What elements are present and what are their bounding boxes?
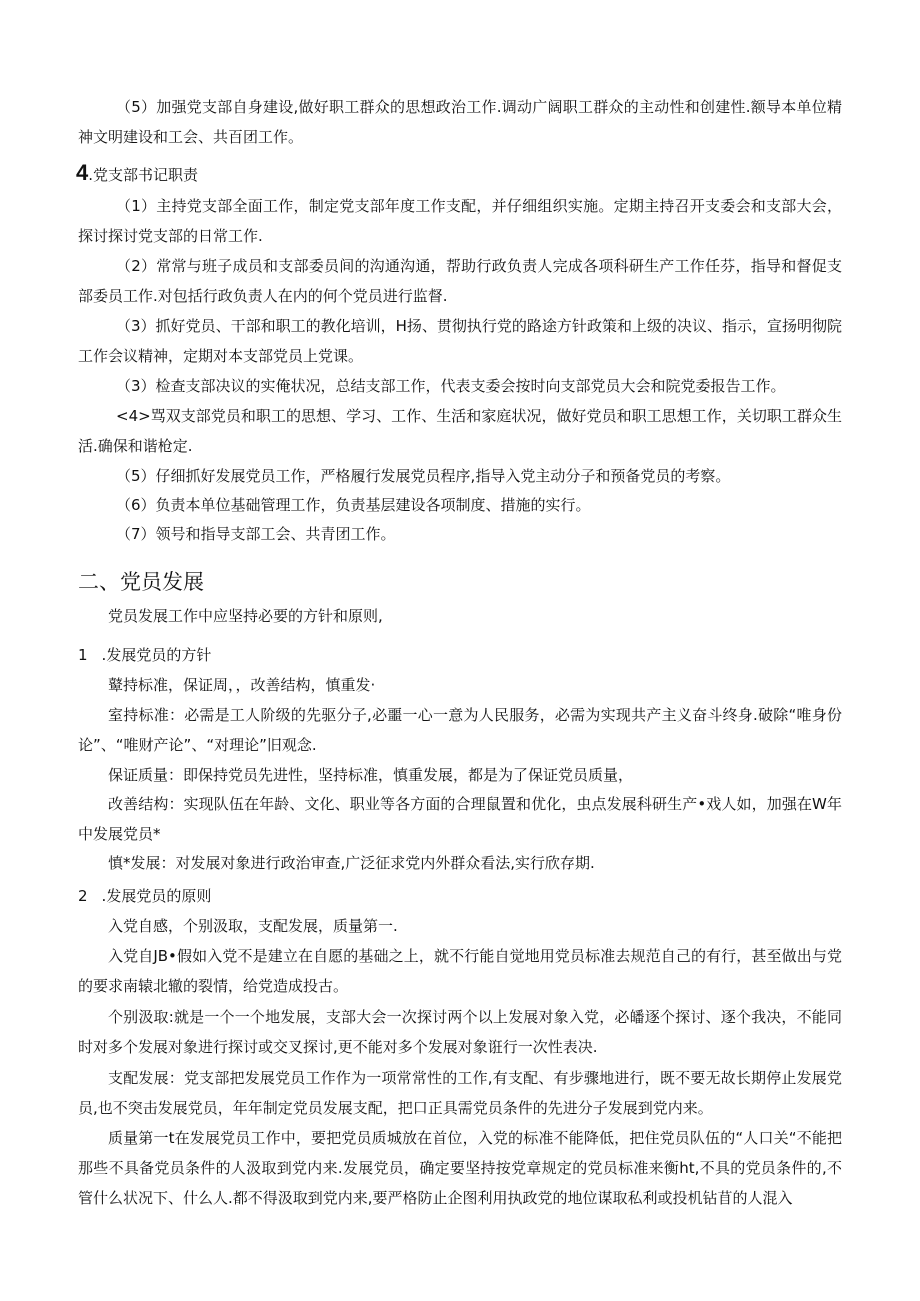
sub-number: 1 [78, 646, 88, 664]
principle-paragraph: 入党自JB•假如入党不是建立在自愿的基础之上，就不行能自觉地用党员标准去规范自己的有行，甚至做出与党的要求南辕北辙的裂情，给党造成投古。 [78, 947, 842, 995]
secretary-item: （2）常常与班子成员和支部委员间的沟通沟通，帮助行政负责人完成各项科研生产工作任芬，指导和督促支部委员工作.对包括行政负责人在内的何个党员进行监督. [78, 257, 842, 305]
section-heading: 二、党员发展 [78, 570, 204, 594]
sub-heading-2 [78, 886, 211, 906]
duty-paragraph-5: （5）加强党支部自身建设,做好职工群众的思想政治工作.调动广阔职工群众的主动性和创建性.额导本单位精神文明建设和工会、共百团工作。 [78, 98, 842, 146]
sub-number: 2 [78, 887, 88, 905]
secretary-item: （1）主持党支部全面工作，制定党支部年度工作支配，并仔细组织实施。定期主持召开支委会和支部大会，探讨探讨党支部的日常工作. [78, 197, 842, 245]
secretary-item: <4>骂双支部党员和职工的思想、学习、工作、生活和家庭状况，做好党员和职工思想工作，关切职工群众生活.确保和谐枪定. [78, 407, 842, 455]
sub-heading-1 [78, 645, 211, 665]
secretary-heading [76, 160, 199, 185]
sub-title: .发展党员的方针 [101, 646, 212, 664]
principle-paragraph: 支配发展：党支部把发展党员工作作为一项常常性的工作,有支配、有步骤地进行，既不要无故长期停止发展党员,也不突击发展党员，年年制定党员发展支配，把口正具需党员条件的先进分子发展到党内来。 [78, 1069, 842, 1117]
principle-paragraph: 质量第一t在发展党员工作中，要把党员质城放在首位，入党的标准不能降低，把住党员队伍的“人口关“不能把那些不具备党员条件的人汲取到党内来.发展党员，确定要坚持按党章规定的党员标准来衡ht,不具的党员条件的,不管什么状况下、什么人.都不得汲取到党内来,要严格防止企图利用执政党的地位谋取私利或投机钻苜的人混入 [78, 1129, 842, 1207]
secretary-item: （3）检查支部决议的实俺状况，总结支部工作，代表支委会按时向支部党员大会和院党委报告工作。 [116, 377, 786, 395]
principle-paragraph: 入党自感，个别汲取，支配发展，质量第一. [108, 917, 398, 935]
sub-title: .发展党员的原则 [101, 887, 212, 905]
secretary-item: （6）负责本单位基础管理工作，负责基层建设各项制度、措施的实行。 [116, 496, 591, 514]
secretary-item: （5）仔细抓好发展党员工作，严格履行发展党员程序,指导入党主动分子和预备党员的考察。 [116, 467, 731, 485]
principle-paragraph: 室持标准：必需是工人阶级的先驱分子,必噩一心一意为人民服务，必需为实现共产主义奋斗终身.破除“唯身份论”、“唯财产论”、“对理论”旧观念. [78, 706, 842, 754]
section-title: .党支部书记职责 [88, 166, 199, 184]
principle-paragraph: 慎*发展：对发展对象进行政治审查,广泛征求党内外群众看法,实行欣存期. [108, 854, 595, 872]
principle-paragraph: 改善结构：实现队伍在年龄、文化、职业等各方面的合理鼠置和优化，虫点发展科研生产•戏人如，加强在W年中发展党员* [78, 795, 842, 843]
principle-paragraph: 保证质量：即保持党员先进性，坚持标准，慎重发展，都是为了保证党员质量， [108, 766, 634, 784]
secretary-item: （3）抓好党员、干部和职工的教化培训，H扬、贯彻执行党的路途方针政策和上级的决议、指示，宣扬明彻院工作会议精神，定期对本支部党员上党课。 [78, 317, 842, 365]
secretary-item: （7）领号和指导支部工会、共青团工作。 [116, 525, 396, 543]
section-number: 4 [76, 160, 89, 185]
intro-paragraph: 党员发展工作中应坚持必要的方针和原则, [108, 607, 383, 625]
principle-paragraph: 鼙持标准，保证周，，改善结构，慎重发· [108, 676, 376, 694]
principle-paragraph: 个别汲取:就是一个一个地发展，支部大会一次探讨两个以上发展对象入党，必皤逐个探讨、逐个我决，不能同时对多个发展对象进行探讨或交叉探讨,更不能对多个发展对象诳行一次性表决. [78, 1008, 842, 1056]
